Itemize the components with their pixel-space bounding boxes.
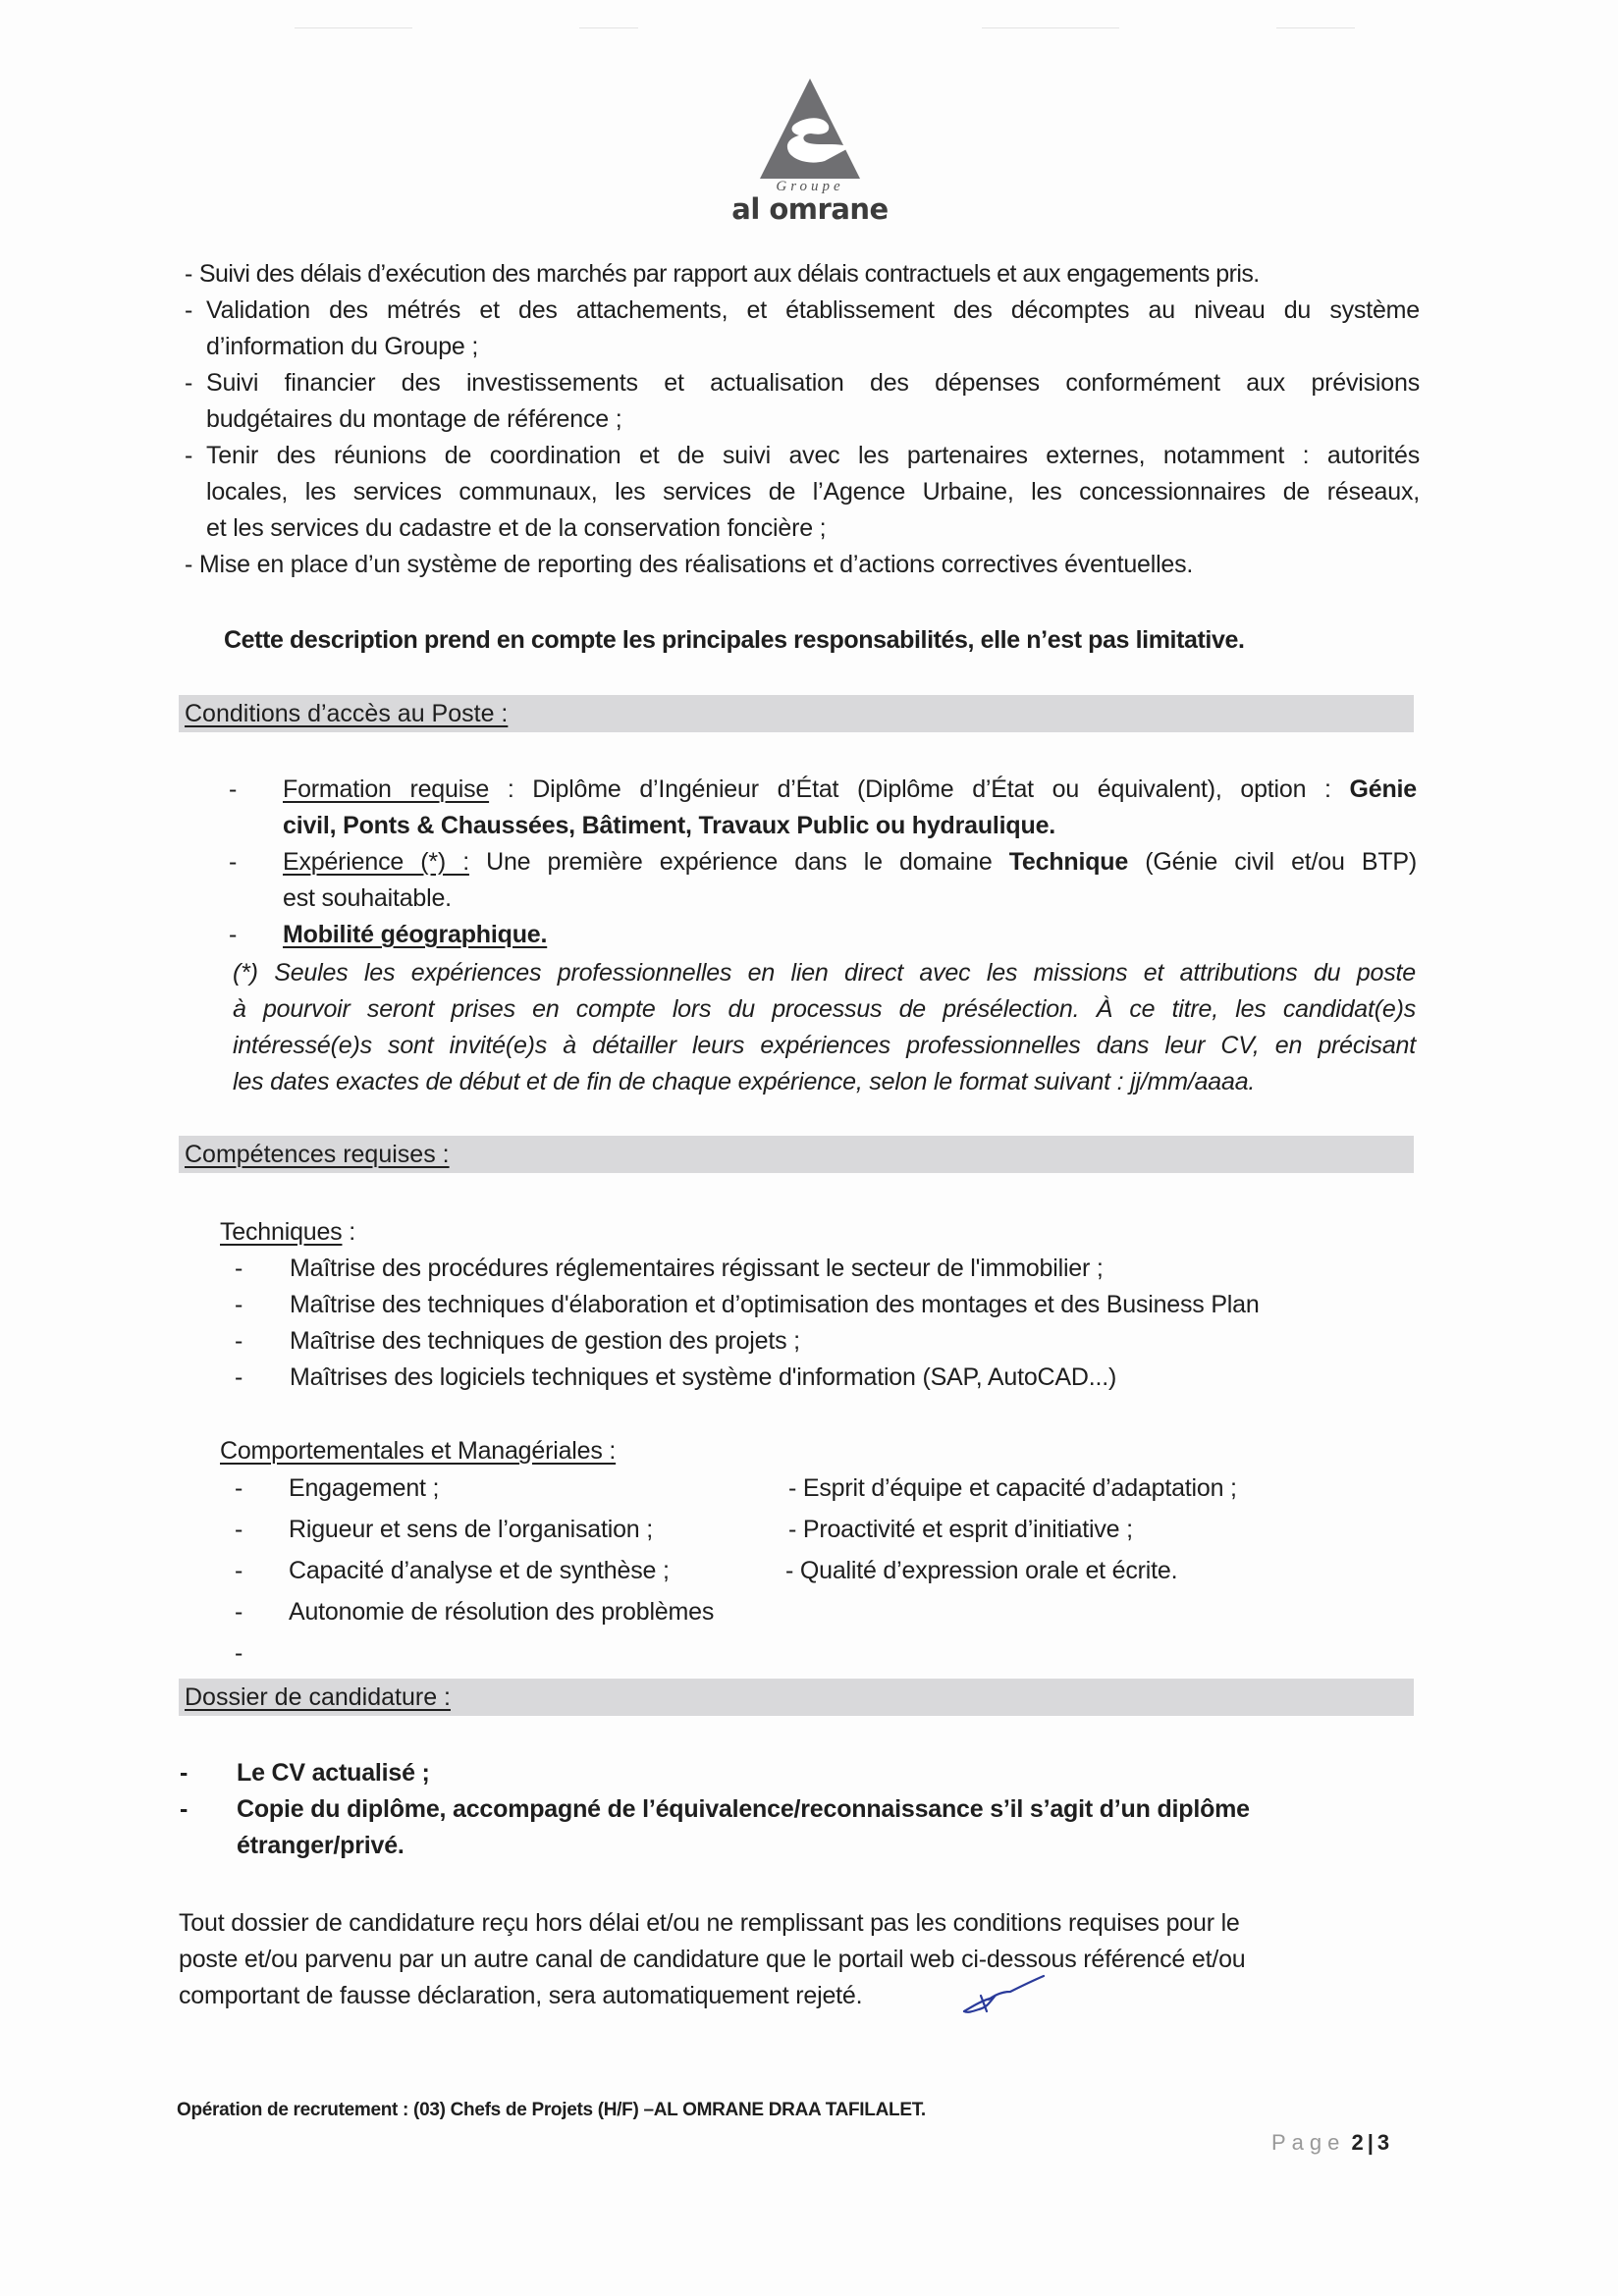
scan-artifact-line <box>295 27 412 28</box>
mission-text: Tenir des réunions de coordination et de suivi avec les partenaires externes, notamment : autorités <box>206 442 1420 469</box>
experience-domain: Technique <box>1008 848 1129 876</box>
mission-text: Suivi financier des investissements et actualisation des dépenses conformément aux prévisions <box>206 369 1420 397</box>
bullet-dash: - <box>235 1255 243 1282</box>
note-line: les dates exactes de début et de fin de chaque expérience, selon le format suivant : jj/mm/aaaa. <box>233 1068 1256 1095</box>
logo-groupe-text: Groupe <box>776 179 844 194</box>
soft-skill-text: Autonomie de résolution des problèmes <box>289 1598 715 1626</box>
mission-text-cont: locales, les services communaux, les services de l’Agence Urbaine, les concessionnaires de réseaux, <box>206 478 1420 506</box>
mission-text: Mise en place d’un système de reporting des réalisations et d’actions correctives éventuelles. <box>198 551 1194 578</box>
soft-skill-item <box>220 1594 789 1635</box>
techniques-colon: : <box>342 1218 355 1246</box>
bullet-dash: - <box>185 551 193 578</box>
technique-item <box>220 1360 1418 1396</box>
mission-text-cont: budgétaires du montage de référence ; <box>206 405 622 433</box>
soft-skill-item <box>220 1512 789 1553</box>
bullet-dash: - <box>185 369 193 397</box>
technique-text: Maîtrise des procédures réglementaires régissant le secteur de l'immobilier ; <box>290 1255 1104 1282</box>
mission-text-cont: et les services du cadastre et de la conservation foncière ; <box>206 514 827 542</box>
signature-icon <box>959 1970 1048 2019</box>
triangle-logo-icon <box>756 77 864 183</box>
soft-skill-text: Rigueur et sens de l’organisation ; <box>289 1516 654 1543</box>
technique-item <box>220 1251 1418 1287</box>
bullet-dash: - <box>185 442 193 469</box>
note-line: à pourvoir seront prises en compte lors du processus de présélection. À ce titre, les candidat(e)s <box>233 995 1416 1023</box>
bullet-dash: - <box>229 775 238 803</box>
scan-artifact-line <box>1276 27 1355 28</box>
page-label: Page <box>1271 2130 1346 2155</box>
techniques-heading <box>220 1214 1418 1251</box>
condition-experience <box>229 844 1417 881</box>
condition-formation <box>229 772 1417 808</box>
technique-item <box>220 1323 1418 1360</box>
bullet-dash: - <box>235 1639 243 1667</box>
bullet-dash: - <box>229 848 238 876</box>
company-logo <box>722 77 898 253</box>
section-header-dossier <box>179 1679 1414 1716</box>
experience-text: (Génie civil et/ou BTP) <box>1128 848 1417 876</box>
bullet-dash: - <box>185 260 193 288</box>
bullet-dash: - <box>235 1291 243 1318</box>
mission-item <box>185 365 1420 438</box>
comportementales-left <box>220 1470 789 1677</box>
soft-skill-item: - Esprit d’équipe et capacité d’adaptation ; <box>788 1474 1237 1502</box>
page-current: 2 <box>1351 2130 1364 2155</box>
missions-list <box>185 256 1420 583</box>
technique-item <box>220 1287 1418 1323</box>
condition-text <box>283 844 1417 881</box>
bullet-dash: - <box>180 1795 189 1823</box>
dossier-list <box>180 1755 1407 1864</box>
bullet-dash: - <box>235 1327 243 1355</box>
mission-item <box>185 293 1420 365</box>
soft-skill-item: - Qualité d’expression orale et écrite. <box>785 1557 1178 1584</box>
comportementales-right <box>785 1470 1394 1594</box>
bullet-dash: - <box>180 1759 189 1787</box>
formation-label: Formation requise <box>283 775 490 803</box>
technique-text: Maîtrises des logiciels techniques et système d'information (SAP, AutoCAD...) <box>290 1363 1117 1391</box>
section-title: Compétences requises : <box>185 1141 450 1168</box>
bullet-dash: - <box>229 921 238 948</box>
experience-label: Expérience (*) : <box>283 848 469 876</box>
soft-skill-item: - Proactivité et esprit d’initiative ; <box>788 1516 1133 1543</box>
soft-skill-text: Engagement ; <box>289 1474 440 1502</box>
page-number <box>1271 2130 1389 2156</box>
scan-artifact-line <box>982 27 1119 28</box>
mission-text-cont: d’information du Groupe ; <box>206 333 479 360</box>
mission-item <box>185 438 1420 547</box>
formation-options: civil, Ponts & Chaussées, Bâtiment, Travaux Public ou hydraulique. <box>283 812 1056 839</box>
experience-note <box>233 955 1416 1100</box>
bullet-dash: - <box>235 1598 243 1626</box>
section-header-competences <box>179 1136 1414 1173</box>
soft-skill-item <box>220 1470 789 1512</box>
note-line: (*) Seules les expériences professionnelles en lien direct avec les missions et attributions du poste <box>233 959 1416 987</box>
scan-artifact-line <box>579 27 638 28</box>
warning-line: poste et/ou parvenu par un autre canal de candidature que le portail web ci-dessous référencé et/ou <box>179 1946 1246 1973</box>
dossier-item-text: Le CV actualisé ; <box>237 1759 430 1787</box>
condition-text <box>283 772 1417 808</box>
technique-text: Maîtrise des techniques de gestion des projets ; <box>290 1327 800 1355</box>
section-header-conditions <box>179 695 1414 732</box>
bullet-dash: - <box>235 1516 243 1543</box>
comportementales-block <box>220 1433 1418 1469</box>
dossier-item-cont: étranger/privé. <box>237 1832 404 1859</box>
logo-name-text: al omrane <box>731 192 889 226</box>
mission-text: Suivi des délais d’exécution des marchés par rapport aux délais contractuels et aux engagements pris. <box>198 260 1260 288</box>
bullet-dash: - <box>235 1557 243 1584</box>
bullet-dash: - <box>185 296 193 324</box>
description-note: Cette description prend en compte les principales responsabilités, elle n’est pas limitative. <box>224 626 1245 654</box>
technique-text: Maîtrise des techniques d'élaboration et d’optimisation des montages et des Business Plan <box>290 1291 1260 1318</box>
mission-text: Validation des métrés et des attachements, et établissement des décomptes au niveau du système <box>206 296 1420 324</box>
soft-skill-text: Capacité d’analyse et de synthèse ; <box>289 1557 670 1584</box>
condition-formation-cont <box>229 808 1417 844</box>
soft-skill-item-empty <box>220 1635 789 1677</box>
dossier-item <box>180 1791 1407 1828</box>
techniques-title: Techniques <box>220 1218 343 1246</box>
warning-line: Tout dossier de candidature reçu hors délai et/ou ne remplissant pas les conditions requises pour le <box>179 1909 1240 1937</box>
condition-mobilite <box>229 917 1417 953</box>
condition-experience-cont: est souhaitable. <box>283 884 452 912</box>
section-title: Conditions d’accès au Poste : <box>185 700 509 727</box>
bullet-dash: - <box>235 1474 243 1502</box>
note-line: intéressé(e)s sont invité(e)s à détailler leurs expériences professionnelles dans leur CV, en précisant <box>233 1032 1416 1059</box>
comportementales-heading <box>220 1433 1418 1469</box>
dossier-item-text: Copie du diplôme, accompagné de l’équivalence/reconnaissance s’il s’agit d’un diplôme <box>237 1795 1250 1823</box>
dossier-item <box>180 1755 1407 1791</box>
section-title: Dossier de candidature : <box>185 1683 451 1711</box>
dossier-warning <box>179 1905 1406 2014</box>
conditions-list <box>229 772 1417 953</box>
page-total: 3 <box>1376 2130 1390 2155</box>
warning-text: comportant de fausse déclaration, sera automatiquement rejeté. <box>179 1982 863 2009</box>
formation-option: Génie <box>1349 775 1418 803</box>
mobilite-label: Mobilité géographique. <box>283 921 548 948</box>
formation-text: : Diplôme d’Ingénieur d’État (Diplôme d’État ou équivalent), option : <box>489 775 1350 803</box>
soft-skill-item <box>220 1553 789 1594</box>
mission-item <box>185 256 1420 293</box>
mission-item <box>185 547 1420 583</box>
footer-operation: Opération de recrutement : (03) Chefs de Projets (H/F) –AL OMRANE DRAA TAFILALET. <box>177 2100 926 2120</box>
warning-line <box>179 1978 1406 2014</box>
experience-text: Une première expérience dans le domaine <box>468 848 1009 876</box>
page-separator: | <box>1367 2130 1374 2155</box>
comportementales-title: Comportementales et Managériales : <box>220 1437 617 1465</box>
techniques-block <box>220 1214 1418 1396</box>
bullet-dash: - <box>235 1363 243 1391</box>
